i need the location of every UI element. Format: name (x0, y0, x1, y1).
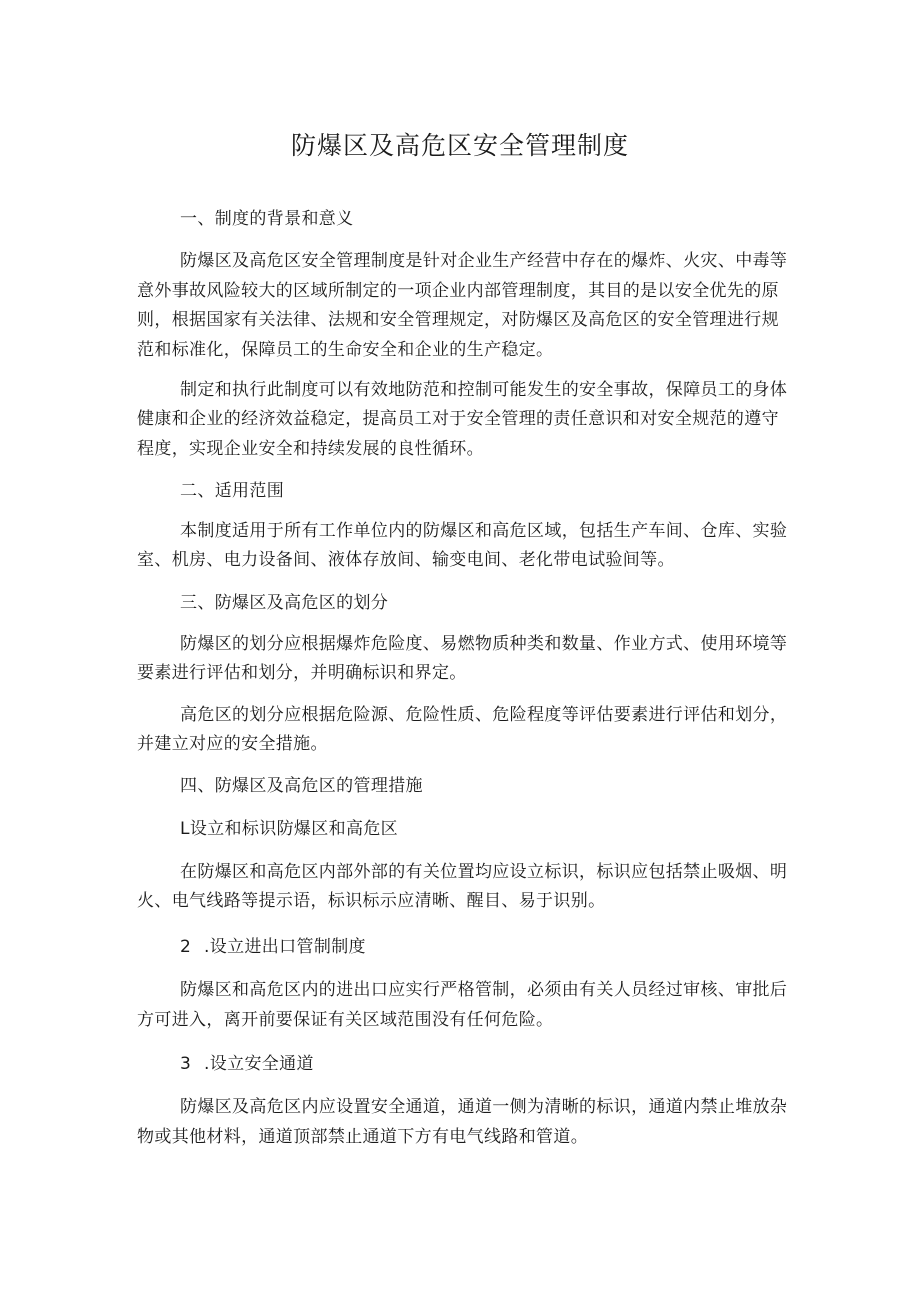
paragraph-line: 意外事故风险较大的区域所制定的一项企业内部管理制度，其目的是以安全优先的原 (137, 281, 779, 301)
paragraph-line: 方可进入，离开前要保证有关区域范围没有任何危险。 (137, 1010, 554, 1030)
list-item-title-2 (180, 935, 366, 959)
paragraph-line: 本制度适用于所有工作单位内的防爆区和高危区域，包括生产车间、仓库、实验 (180, 521, 788, 541)
paragraph-line: 室、机房、电力设备间、液体存放间、输变电间、老化带电试验间等。 (137, 550, 675, 570)
list-item-title-3 (180, 1052, 314, 1076)
list-item-label: .设立进出口管制制度 (204, 937, 366, 957)
list-item-number: 3 (180, 1054, 192, 1074)
list-item-number: 2 (180, 937, 192, 957)
paragraph-line: 防爆区和高危区内的进出口应实行严格管制，必须由有关人员经过审核、审批后 (180, 980, 788, 1000)
paragraph-line: 范和标准化，保障员工的生命安全和企业的生产稳定。 (137, 340, 554, 360)
section-heading-4: 四、防爆区及高危区的管理措施 (180, 776, 423, 796)
section-heading-3: 三、防爆区及高危区的划分 (180, 593, 389, 613)
paragraph-line: 在防爆区和高危区内部外部的有关位置均应设立标识，标识应包括禁止吸烟、明 (180, 862, 788, 882)
paragraph-line: 防爆区及高危区安全管理制度是针对企业生产经营中存在的爆炸、火灾、中毒等 (180, 251, 788, 271)
list-item-label: .设立安全通道 (204, 1054, 314, 1074)
paragraph-line: 健康和企业的经济效益稳定，提高员工对于安全管理的责任意识和对安全规范的遵守 (137, 409, 779, 429)
paragraph-line: 物或其他材料，通道顶部禁止通道下方有电气线路和管道。 (137, 1127, 589, 1147)
paragraph-line: 程度，实现企业安全和持续发展的良性循环。 (137, 439, 484, 459)
paragraph-line: 防爆区及高危区内应设置安全通道，通道一侧为清晰的标识，通道内禁止堆放杂 (180, 1097, 788, 1117)
document-title: 防爆区及高危区安全管理制度 (290, 131, 629, 160)
section-heading-1: 一、制度的背景和意义 (180, 209, 354, 229)
paragraph-line: 高危区的划分应根据危险源、危险性质、危险程度等评估要素进行评估和划分， (180, 705, 788, 725)
paragraph-line: 则，根据国家有关法律、法规和安全管理规定，对防爆区及高危区的安全管理进行规 (137, 310, 779, 330)
paragraph-line: 防爆区的划分应根据爆炸危险度、易燃物质种类和数量、作业方式、使用环境等 (180, 634, 788, 654)
paragraph-line: 要素进行评估和划分，并明确标识和界定。 (137, 663, 467, 683)
section-heading-2: 二、适用范围 (180, 481, 285, 501)
paragraph-line: 火、电气线路等提示语，标识标示应清晰、醒目、易于识别。 (137, 891, 606, 911)
paragraph-line: 制定和执行此制度可以有效地防范和控制可能发生的安全事故，保障员工的身体 (180, 380, 788, 400)
list-item-title-1: L设立和标识防爆区和高危区 (180, 819, 399, 839)
paragraph-line: 并建立对应的安全措施。 (137, 734, 328, 754)
